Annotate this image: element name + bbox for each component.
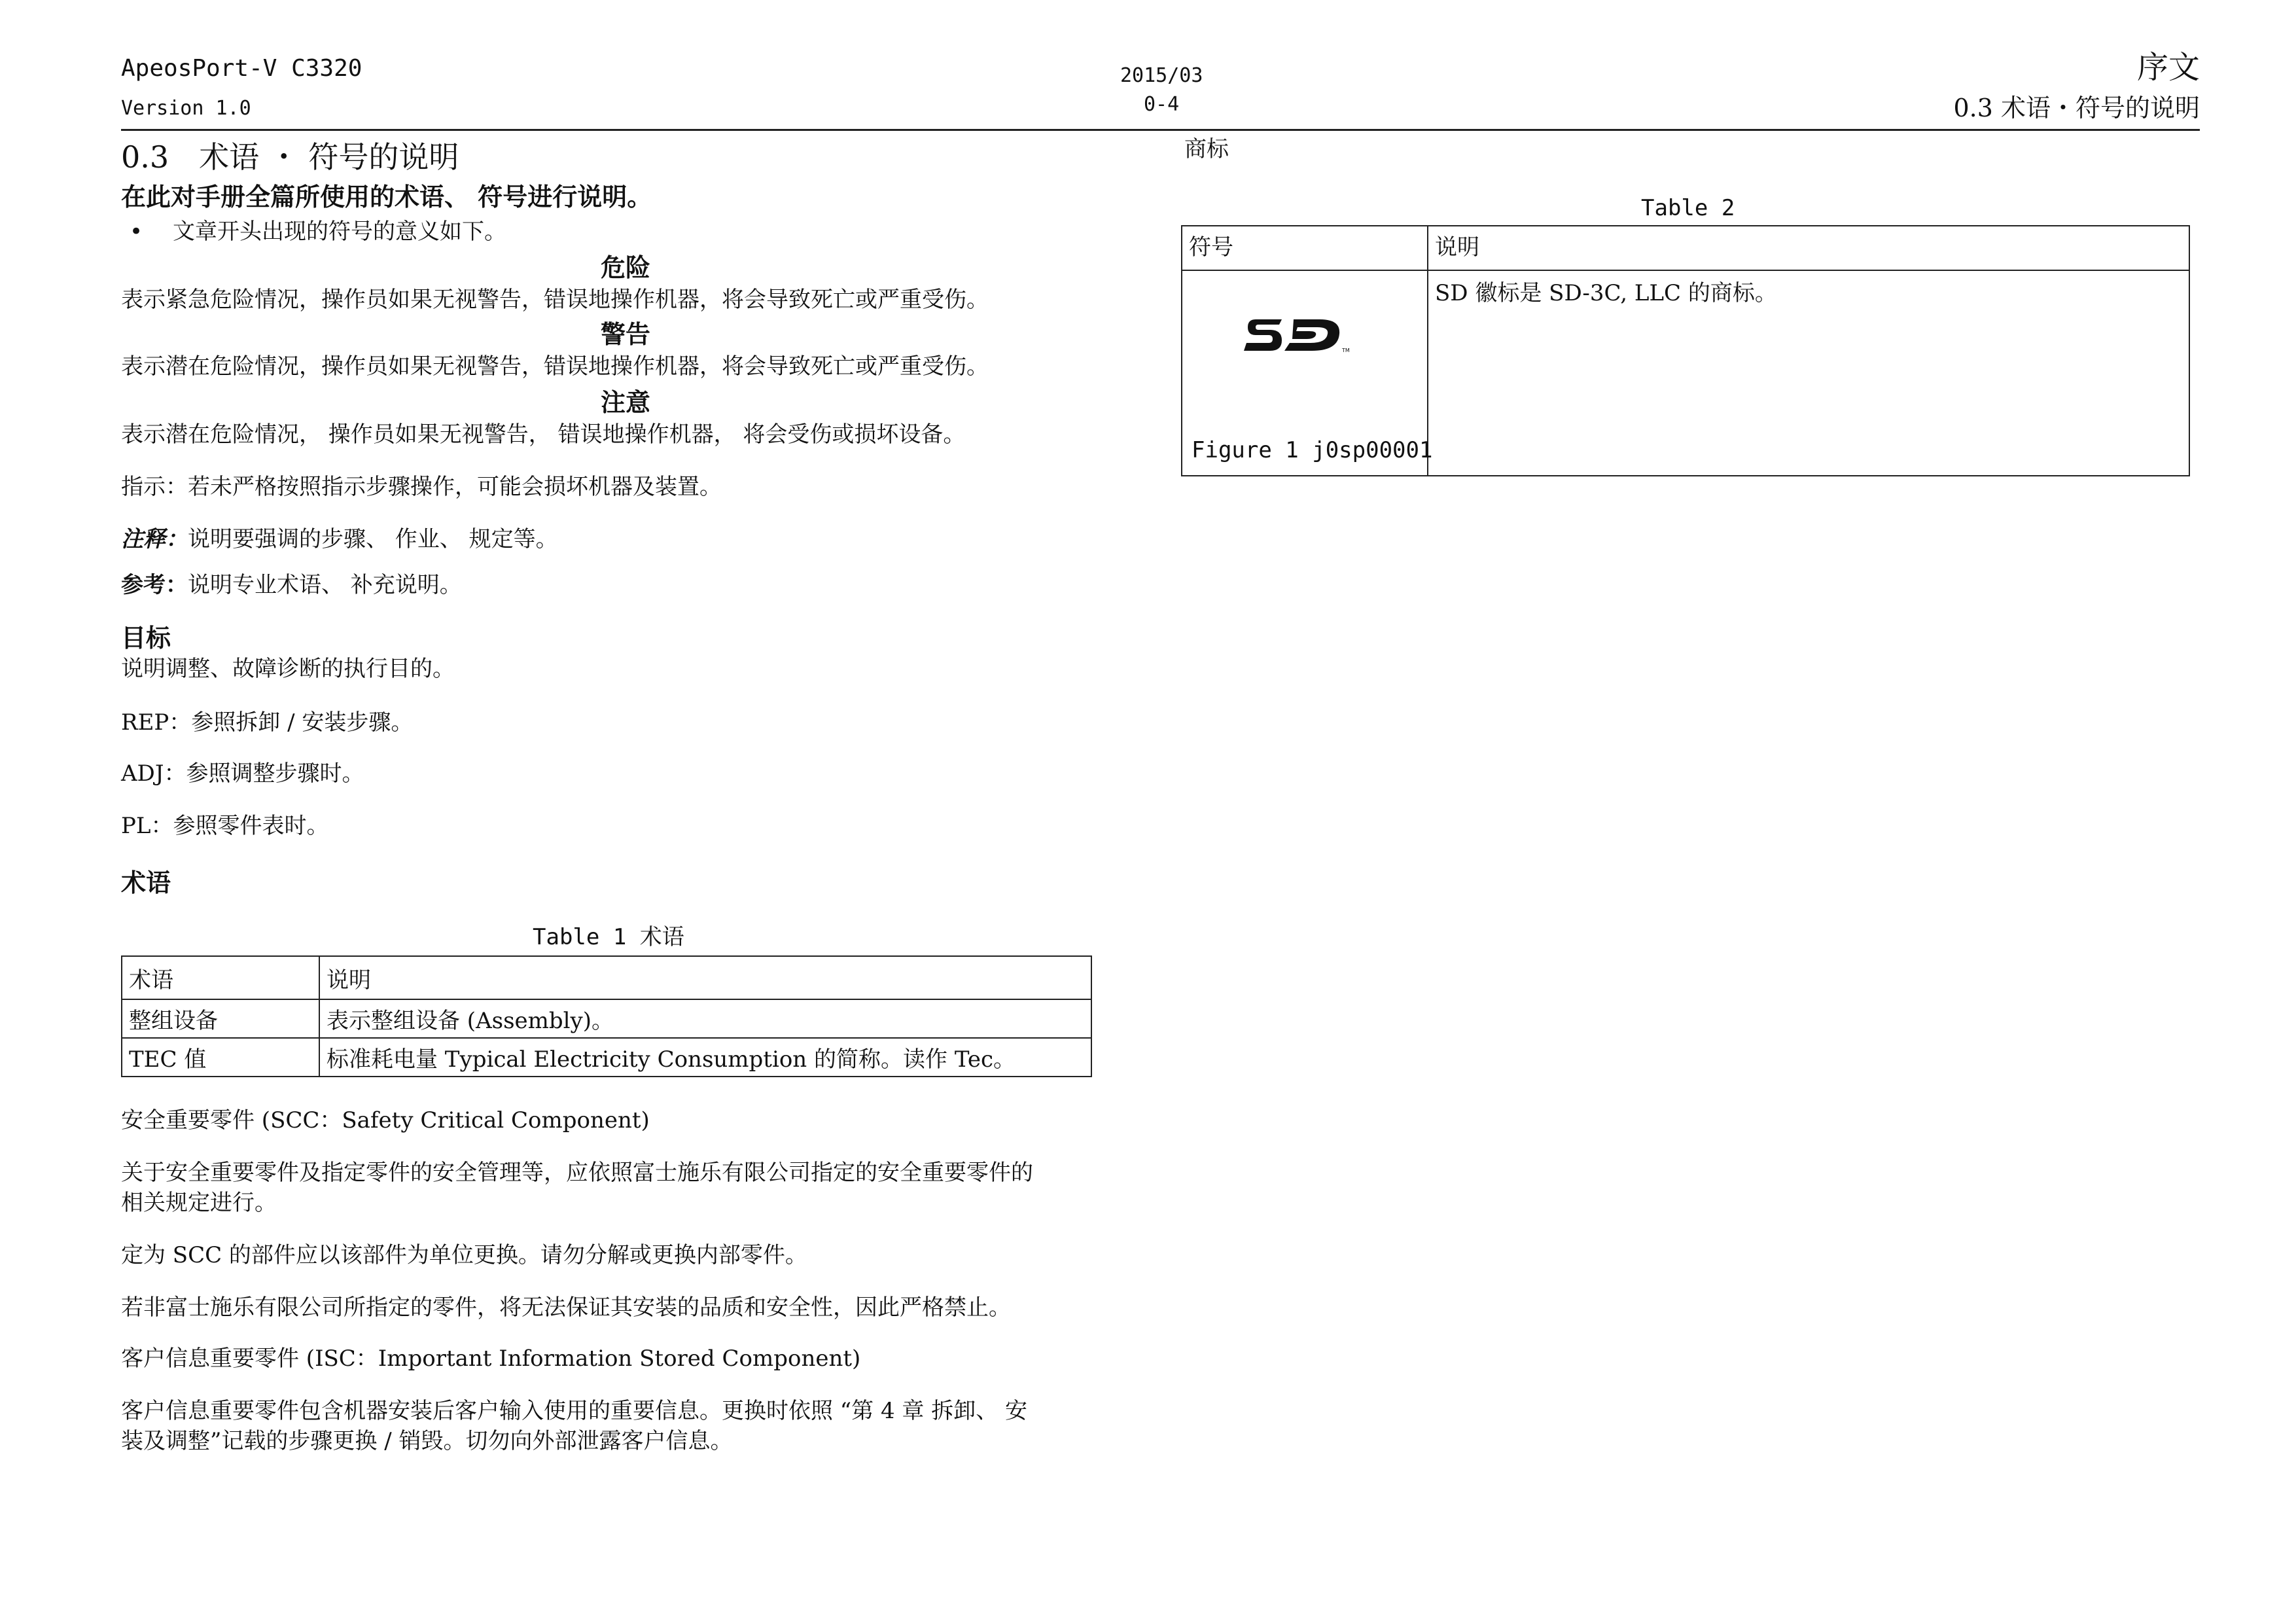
note-line (121, 525, 558, 554)
trademark-table (1181, 225, 2190, 476)
caution-title: 注意 (601, 388, 651, 417)
table-row (122, 1038, 1091, 1077)
terms-title: 术语 (121, 868, 171, 897)
danger-text: 表示紧急危险情况，操作员如果无视警告，错误地操作机器，将会导致死亡或严重受伤。 (121, 287, 989, 313)
sd-logo (1244, 312, 1362, 364)
bullet-mark: • (130, 219, 143, 245)
table-cell: 整组设备 (122, 999, 319, 1038)
scc-paragraph-1-line-1: 关于安全重要零件及指定零件的安全管理等，应依照富士施乐有限公司指定的安全重要零件的 (121, 1160, 1033, 1186)
section-intro: 在此对手册全篇所使用的术语、 符号进行说明。 (121, 183, 652, 211)
isc-paragraph-line-1: 客户信息重要零件包含机器安装后客户输入使用的重要信息。更换时依照 “第 4 章 拆卸、 安 (121, 1398, 1028, 1424)
table-row (122, 999, 1091, 1038)
header-date: 2015/03 (1120, 64, 1203, 87)
caution-text: 表示潜在危险情况， 操作员如果无视警告， 错误地操作机器， 将会受伤或损坏设备。 (121, 421, 966, 448)
description-cell: SD 徽标是 SD-3C, LLC 的商标。 (1428, 270, 2189, 476)
table-cell: 标准耗电量 Typical Electricity Consumption 的简称。读作 Tec。 (319, 1038, 1091, 1077)
goal-text: 说明调整、故障诊断的执行目的。 (121, 656, 455, 682)
note-text: 说明要强调的步骤、 作业、 规定等。 (188, 526, 558, 552)
section-title: 0.3 术语 ・ 符号的说明 (121, 139, 459, 175)
table-header-cell: 说明 (1428, 226, 2189, 270)
symbol-cell (1182, 270, 1433, 476)
table-row (1182, 270, 2189, 476)
scc-title: 安全重要零件 (SCC：Safety Critical Component) (121, 1107, 650, 1133)
header-chapter: 序文 (2136, 49, 2200, 86)
table-cell: TEC 值 (122, 1038, 319, 1077)
table-cell: 表示整组设备 (Assembly)。 (319, 999, 1091, 1038)
header-page: 0-4 (1144, 93, 1180, 116)
isc-paragraph-line-2: 装及调整”记载的步骤更换 / 销毁。切勿向外部泄露客户信息。 (121, 1428, 733, 1454)
table-header-row (122, 956, 1091, 999)
header-rule (121, 129, 2200, 131)
table-header-cell: 说明 (319, 956, 1091, 999)
pl-text: PL：参照零件表时。 (121, 813, 329, 839)
scc-paragraph-1-line-2: 相关规定进行。 (121, 1190, 277, 1216)
header-version: Version 1.0 (121, 97, 251, 120)
table1-caption: Table 1 术语 (533, 924, 684, 950)
header-section: 0.3 术语・符号的说明 (1953, 94, 2200, 122)
trademark-title: 商标 (1184, 136, 1229, 162)
note-label: 注释： (121, 526, 188, 552)
adj-text: ADJ：参照调整步骤时。 (121, 760, 364, 787)
isc-title: 客户信息重要零件 (ISC：Important Information Stored Component) (121, 1346, 861, 1372)
scc-paragraph-3: 若非富士施乐有限公司所指定的零件，将无法保证其安装的品质和安全性，因此严格禁止。 (121, 1294, 1011, 1321)
table-header-cell: 术语 (122, 956, 319, 999)
terms-table (121, 955, 1092, 1077)
table-header-row (1182, 226, 2189, 270)
sd-logo-tm: TM (1342, 348, 1350, 353)
instruction-text: 指示：若未严格按照指示步骤操作，可能会损坏机器及装置。 (121, 474, 722, 500)
table-header-cell: 符号 (1182, 226, 1428, 270)
bullet-text: 文章开头出现的符号的意义如下。 (173, 219, 506, 245)
table2-caption: Table 2 (1641, 195, 1735, 221)
reference-text: 说明专业术语、 补充说明。 (188, 572, 462, 598)
reference-label: 参考： (121, 572, 188, 598)
figure-caption: Figure 1 j0sp00001 (1192, 437, 1433, 463)
goal-title: 目标 (121, 624, 171, 652)
scc-paragraph-2: 定为 SCC 的部件应以该部件为单位更换。请勿分解或更换内部零件。 (121, 1242, 807, 1268)
danger-title: 危险 (601, 253, 651, 282)
header-product: ApeosPort-V C3320 (121, 55, 362, 82)
reference-line (121, 571, 462, 599)
rep-text: REP：参照拆卸 / 安装步骤。 (121, 709, 414, 736)
warning-text: 表示潜在危险情况，操作员如果无视警告，错误地操作机器，将会导致死亡或严重受伤。 (121, 353, 989, 380)
warning-title: 警告 (601, 320, 651, 349)
